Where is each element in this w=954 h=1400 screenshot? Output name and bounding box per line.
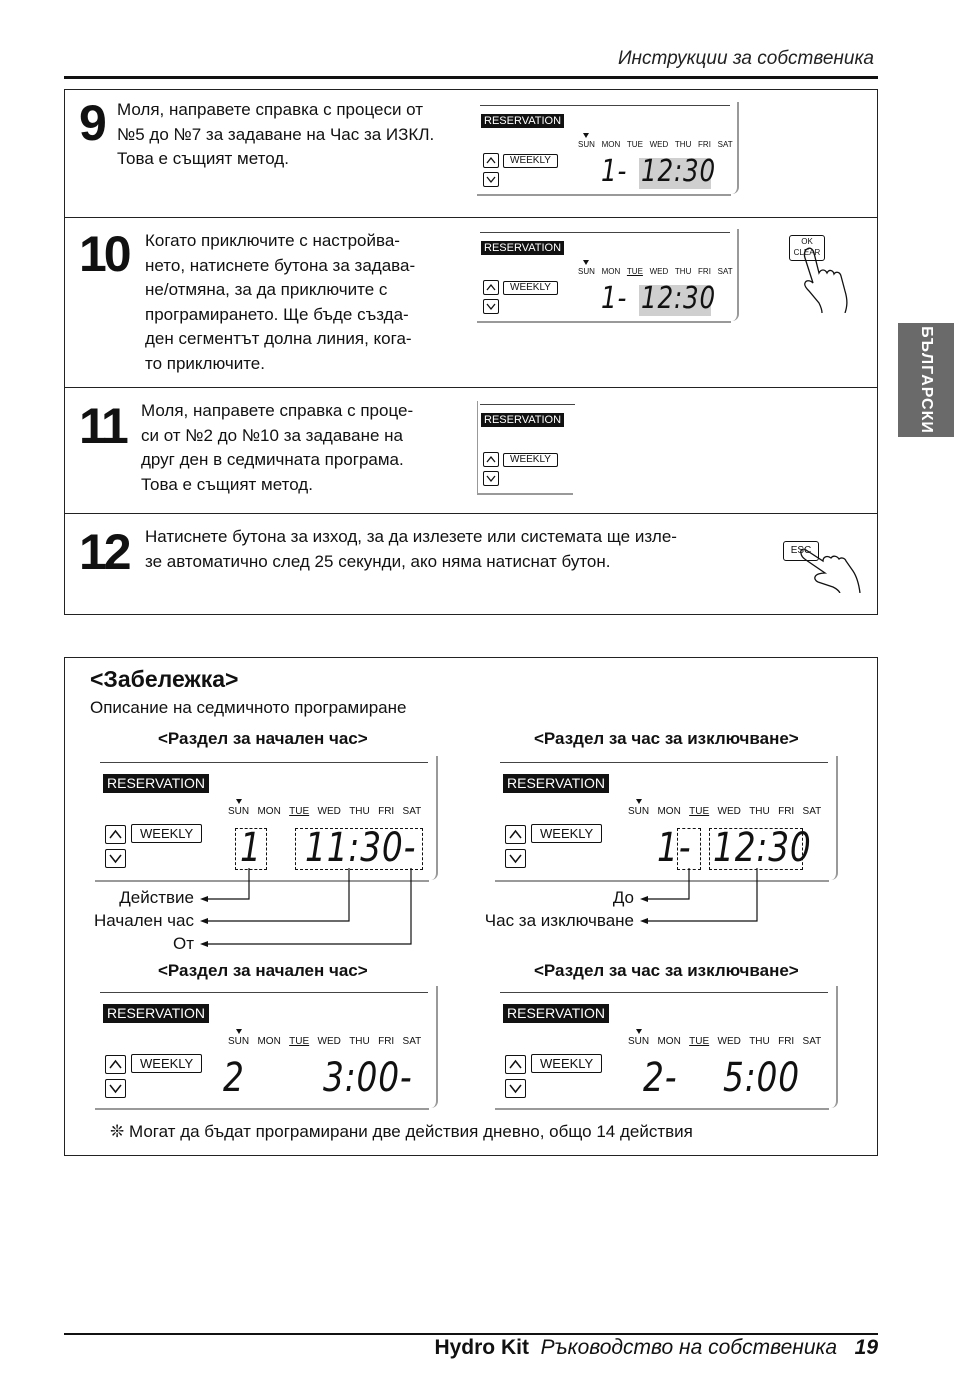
weekly-label: WEEKLY (531, 1054, 602, 1073)
esc-button: ESC (783, 541, 819, 561)
day-fri: FRI (778, 806, 795, 817)
day-tue: TUE (626, 140, 643, 149)
action-display: 1- (657, 825, 692, 871)
day-wed: WED (717, 806, 741, 817)
day-row (628, 1036, 821, 1047)
day-wed: WED (317, 806, 341, 817)
reservation-label: RESERVATION (481, 114, 564, 128)
step-text: Натиснете бутона за изход, за да излезете или системата ще изле- зе автоматично след 25 секунди, ако няма натиснат бутон. (145, 527, 677, 571)
day-sun: SUN (578, 267, 595, 276)
day-mon: MON (601, 267, 621, 276)
language-side-tab: БЪЛГАРСКИ (898, 323, 954, 437)
footer-rule (64, 1333, 878, 1335)
end-section-heading: <Раздел за час за изключване> (534, 729, 799, 748)
day-mon: MON (257, 1036, 281, 1047)
day-tue: TUE (289, 806, 310, 817)
label-to: До (612, 888, 634, 907)
note-subtitle: Описание на седмичното програмиране (90, 698, 407, 717)
weekly-label: WEEKLY (131, 1054, 202, 1073)
reservation-label: RESERVATION (103, 1004, 209, 1023)
day-mon: MON (657, 806, 681, 817)
weekly-label: WEEKLY (531, 824, 602, 843)
up-arrow-icon (105, 1055, 126, 1074)
day-thu: THU (349, 1036, 370, 1047)
reservation-label: RESERVATION (103, 774, 209, 793)
day-thu: THU (674, 267, 692, 276)
footer-brand: Hydro Kit (434, 1336, 529, 1359)
day-sun: SUN (628, 1036, 649, 1047)
action-display: 1 (240, 825, 262, 871)
day-mon: MON (601, 140, 621, 149)
action-display: 2- (643, 1055, 678, 1101)
reservation-label: RESERVATION (481, 413, 564, 427)
day-thu: THU (749, 1036, 770, 1047)
label-action: Действие (119, 888, 194, 907)
day-sat: SAT (402, 1036, 422, 1047)
action-display: 2 (223, 1055, 245, 1101)
end-section-heading: <Раздел за час за изключване> (534, 961, 799, 980)
day-mon: MON (257, 806, 281, 817)
ok-clear-button: OK CLEAR (789, 235, 825, 261)
reservation-label: RESERVATION (481, 241, 564, 255)
day-sun: SUN (578, 140, 595, 149)
reservation-label: RESERVATION (503, 774, 609, 793)
page-number: 19 (854, 1336, 878, 1359)
day-fri: FRI (698, 140, 711, 149)
lcd-panel-start-2 (95, 986, 439, 1114)
up-arrow-icon (505, 1055, 526, 1074)
time-display: 11:30- (305, 825, 417, 871)
day-thu: THU (674, 140, 692, 149)
time-display: 3:00- (323, 1055, 413, 1101)
day-tue: TUE (289, 1036, 310, 1047)
label-start-time: Начален час (94, 911, 194, 930)
day-fri: FRI (698, 267, 711, 276)
footer-manual: Ръководство на собственика (540, 1336, 838, 1359)
day-tue: TUE (626, 267, 643, 276)
day-sun: SUN (628, 806, 649, 817)
step-number: 12 (79, 524, 129, 580)
start-section-heading: <Раздел за начален час> (158, 961, 368, 980)
step-number: 11 (79, 398, 126, 454)
day-fri: FRI (778, 1036, 795, 1047)
step-text: Моля, направете справка с процеси от №5 до №7 за задаване на Час за ИЗКЛ. Това е същият метод. (117, 100, 435, 168)
down-arrow-icon (105, 1079, 126, 1098)
time-display: 12:30 (713, 825, 812, 871)
step-text: Когато приключите с настройва- нето, натиснете бутона за задава- не/отмяна, за да приключите с програмирането. Ще бъде създа- ден сегментът долна линия, кога- то приключите. (145, 231, 416, 373)
day-sat: SAT (402, 806, 422, 817)
day-tue: TUE (689, 806, 710, 817)
label-off-time: Час за изключване (484, 911, 634, 930)
day-sat: SAT (802, 806, 822, 817)
day-wed: WED (717, 1036, 741, 1047)
weekly-label: WEEKLY (503, 453, 558, 467)
day-wed: WED (649, 140, 669, 149)
note-title: <Забележка> (90, 666, 239, 692)
day-sat: SAT (717, 140, 733, 149)
weekly-label: WEEKLY (131, 824, 202, 843)
day-sat: SAT (717, 267, 733, 276)
footer (434, 1336, 878, 1360)
lcd-panel-end-2 (495, 986, 839, 1114)
footnote: ❊ Могат да бъдат програмирани две действия дневно, общо 14 действия (110, 1122, 693, 1141)
weekly-label: WEEKLY (503, 281, 558, 295)
label-from: От (172, 934, 194, 953)
start-section-heading: <Раздел за начален час> (158, 729, 368, 748)
day-fri: FRI (378, 806, 395, 817)
action-display: 1- (601, 281, 628, 316)
action-display: 1- (601, 154, 628, 189)
day-mon: MON (657, 1036, 681, 1047)
day-tue: TUE (689, 1036, 710, 1047)
day-row (228, 1036, 421, 1047)
day-fri: FRI (378, 1036, 395, 1047)
day-sun: SUN (228, 1036, 249, 1047)
step-number: 9 (79, 95, 104, 151)
time-display: 12:30 (641, 281, 717, 316)
day-sun: SUN (228, 806, 249, 817)
day-thu: THU (349, 806, 370, 817)
day-wed: WED (317, 1036, 341, 1047)
time-display: 12:30 (641, 154, 717, 189)
step-text: Моля, направете справка с проце- си от №2 до №10 за задаване на друг ден в седмичната програма. Това е същият метод. (141, 401, 414, 494)
weekly-label: WEEKLY (503, 154, 558, 168)
reservation-label: RESERVATION (503, 1004, 609, 1023)
day-thu: THU (749, 806, 770, 817)
day-sat: SAT (802, 1036, 822, 1047)
down-arrow-icon (505, 1079, 526, 1098)
time-display: 5:00 (723, 1055, 800, 1101)
step-number: 10 (79, 226, 129, 282)
day-wed: WED (649, 267, 669, 276)
header-title: Инструкции за собственика (617, 48, 874, 69)
